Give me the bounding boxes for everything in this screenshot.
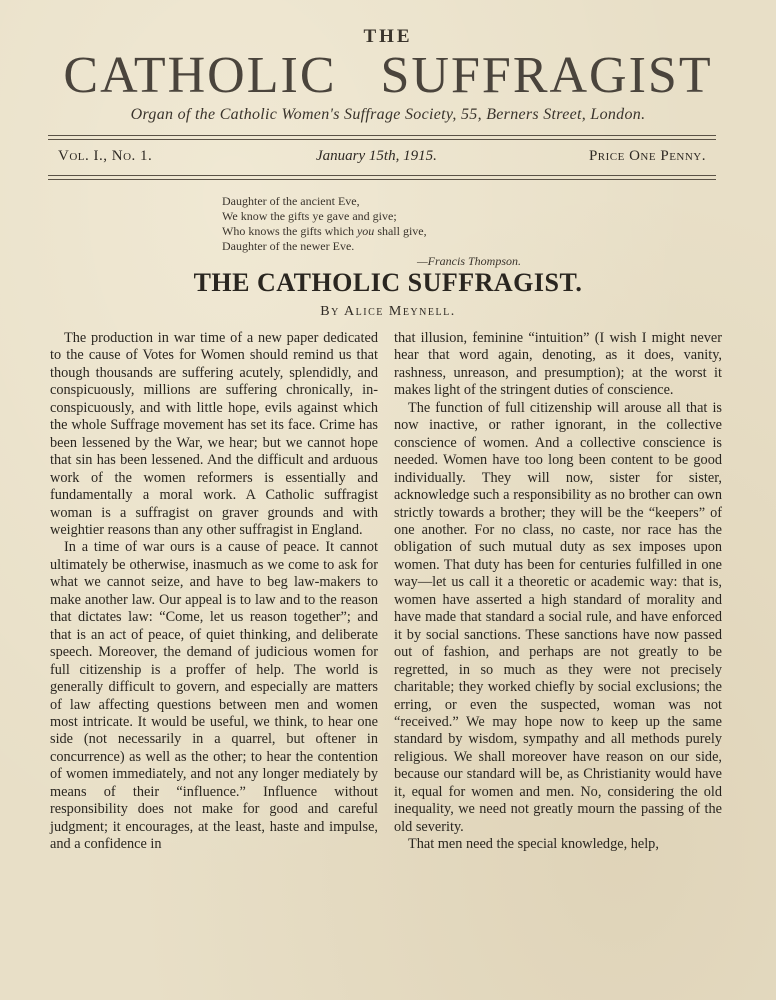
masthead-rule-top-inner: [48, 139, 716, 140]
masthead-word-catholic: CATHOLIC: [63, 47, 337, 104]
epigraph-line: [222, 224, 521, 239]
issue-price: Price One Penny.: [588, 148, 706, 164]
epigraph-line: We know the gifts ye gave and give;: [222, 209, 397, 223]
article-column-left: [50, 330, 378, 854]
article-paragraph: that illusion, feminine “intuition” (I wish I might never hear that word again, denoting, as it does, vanity, rashness, unreason, and presumption); at the worst it makes light of the stringent duties of conscience.: [394, 330, 722, 399]
article-paragraph: In a time of war ours is a cause of peace. It cannot ultimately be otherwise, inasmuch as we come to ask for what we cannot seize, and have to beg law-makers to make another law. Our appeal is to law and to the reason that dictates law: “Come, let us reason together”; and that is an act of peace, of quiet thinking, and deliberate speech. Moreover, the demand of judicious women for full citizenship is a proffer of help. The world is generally difficult to govern, and especially are matters of law affecting questions between men and women most intricate. It would be useful, we think, to hear one side (not necessarily in a quarrel, but oftener in concurrence) as well as the other; to hear the contention of women immediately, and not any longer mediately by means of their “influence.” Influence without responsibility does not make for good and careful judgment; it encourages, at the least, haste and impulse, and a confidence in: [50, 539, 378, 853]
organ-subtitle: Organ of the Catholic Women's Suffrage Society, 55, Berners Street, London.: [130, 106, 646, 123]
masthead-rule-top: [48, 135, 716, 136]
issue-date: January 15th, 1915.: [316, 148, 437, 164]
masthead-rule-bottom: [48, 175, 716, 176]
masthead-rule-bottom-inner: [48, 179, 716, 180]
epigraph-line: Daughter of the ancient Eve,: [222, 194, 360, 208]
article-byline: By Alice Meynell.: [320, 304, 456, 319]
epigraph-text: shall give,: [374, 224, 427, 238]
epigraph-text: Who knows the gifts which: [222, 224, 357, 238]
issue-info-bar: [58, 148, 706, 170]
issue-volume: Vol. I., No. 1.: [58, 148, 153, 164]
article-headline: THE CATHOLIC SUFFRAGIST.: [193, 268, 583, 297]
masthead-article: THE: [363, 26, 413, 47]
article-paragraph: That men need the special knowledge, help,: [408, 836, 659, 853]
article-paragraph: The production in war time of a new paper dedicated to the cause of Votes for Women should remind us that though thousands are suffering acutely, splendidly, and conspicuously, millions are suffering chronically, inconspicuously, and with little hope, evils against which the whole Suffrage movement has set its face. Crime has been lessened by the War, we hear; but we cannot hope that sin has been lessened. And the difficult and arduous work of the women reformers is essentially and fundamentally a moral work. A Catholic suffragist woman is a suffragist on graver grounds and with weightier reasons than any other suffragist in England.: [50, 330, 378, 538]
epigraph-emphasis: you: [356, 224, 375, 238]
masthead-title: [0, 46, 776, 106]
masthead-word-suffragist: SUFFRAGIST: [380, 47, 713, 104]
epigraph-poem: [222, 194, 521, 269]
article-column-right: [394, 330, 722, 854]
epigraph-attribution: —Francis Thompson.: [417, 254, 522, 268]
epigraph-line: Daughter of the newer Eve.: [222, 239, 355, 253]
article-paragraph: The function of full citizenship will arouse all that is now inactive, or rather ignorant, in the collective conscience of women. And a collective conscience is needed. Women have too long been content to be good individually. They will now, sister for sister, acknowledge such a responsibility as no brother can own strictly towards a brother; they will be the “keepers” of one another. For no class, no caste, nor race has the obligation of such mutual duty as sex imposes upon women. That duty has been for centuries fulfilled in one way—let us call it a theoretic or academic way: that is, women have asserted a high standard of morality and have made that standard a social rule, and have enforced it by social sanctions. These sanctions have now passed out of fashion, and perhaps are not greatly to be regretted, in so much as they were not precisely charitable; they worked chiefly by social exclusions; the erring, or even the suspected, woman was not “received.” We may hope now to keep up the same standard by wisdom, sympathy and all methods purely religious. We shall moreover have reason on our side, because our standard will be, as Christianity would have it, equal for women and men. No, considering the old inequality, we need not greatly mourn the passing of the old severity.: [394, 399, 722, 835]
